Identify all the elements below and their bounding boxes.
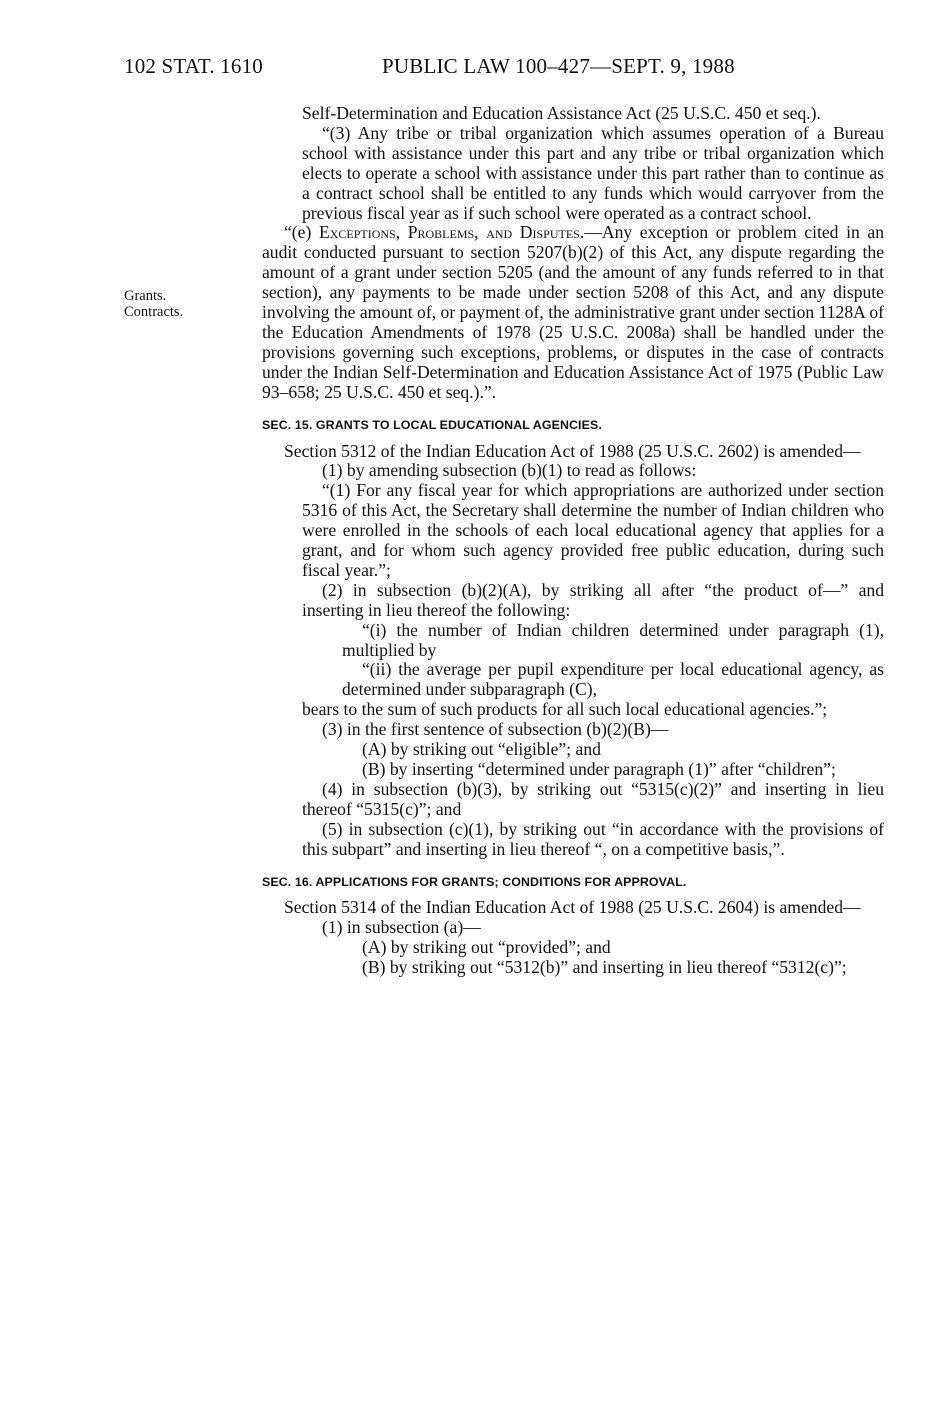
section-15-item-5: (5) in subsection (c)(1), by striking out “in accordance with the provisions of this subpart” and inserting in lieu thereof “, on a competitive basis,”. bbox=[302, 818, 884, 859]
section-15-item-3-B: (B) by inserting “determined under paragraph (1)” after “children”; bbox=[362, 759, 836, 779]
margin-notes bbox=[124, 288, 183, 320]
section-15-item-1-quote: “(1) For any fiscal year for which appropriations are authorized under section 5316 of this Act, the Secretary shall determine the number of Indian children who were enrolled in the schools of each local educational agency that applies for a grant, and for whom such agency provided free public education, during such fiscal year.”; bbox=[302, 480, 884, 580]
section-15-item-1: (1) by amending subsection (b)(1) to read as follows: bbox=[322, 460, 697, 481]
section-16-item-1: (1) in subsection (a)— bbox=[322, 917, 481, 938]
section-15-item-2-tail: bears to the sum of such products for all such local educational agencies.”; bbox=[302, 699, 828, 720]
section-15-heading: SEC. 15. GRANTS TO LOCAL EDUCATIONAL AGENCIES. bbox=[262, 417, 602, 432]
section-15-item-3: (3) in the first sentence of subsection (b)(2)(B)— bbox=[322, 719, 669, 740]
paragraph-3: “(3) Any tribe or tribal organization which assumes operation of a Bureau school with assistance under this part and any tribe or tribal organization which elects to operate a school with assistance under this part rather than to continue as a contract school shall be entitled to any funds which would carryover from the previous fiscal year as if such school were operated as a contract school. bbox=[302, 122, 884, 223]
public-law-title: PUBLIC LAW 100–427—SEPT. 9, 1988 bbox=[382, 54, 735, 78]
section-16-item-1-A: (A) by striking out “provided”; and bbox=[362, 937, 611, 958]
section-15-item-2-ii: “(ii) the average per pupil expenditure per local educational agency, as determined under subparagraph (C), bbox=[342, 659, 884, 700]
section-15-intro: Section 5312 of the Indian Education Act of 1988 (25 U.S.C. 2602) is amended— bbox=[284, 440, 861, 461]
section-16-item-1-B: (B) by striking out “5312(b)” and inserting in lieu thereof “5312(c)”; bbox=[362, 957, 847, 978]
section-16-heading: SEC. 16. APPLICATIONS FOR GRANTS; CONDITIONS FOR APPROVAL. bbox=[262, 874, 687, 889]
section-15-item-4: (4) in subsection (b)(3), by striking out “5315(c)(2)” and inserting in lieu thereof “5315(c)”; and bbox=[302, 778, 884, 819]
margin-note-contracts: Contracts. bbox=[124, 304, 184, 320]
subsection-e-heading: Exceptions, Problems, and Disputes. bbox=[318, 222, 585, 243]
section-15-item-3-A: (A) by striking out “eligible”; and bbox=[362, 739, 601, 760]
subsection-e-lead: “(e) bbox=[284, 222, 319, 243]
section-15-item-2: (2) in subsection (b)(2)(A), by striking all after “the product of—” and inserting in lieu thereof the following: bbox=[302, 579, 884, 620]
document-body bbox=[262, 104, 884, 978]
page-header bbox=[124, 54, 884, 84]
subsection-e bbox=[262, 223, 884, 402]
continued-paragraph: Self-Determination and Education Assistance Act (25 U.S.C. 450 et seq.). bbox=[302, 103, 821, 123]
margin-note-grants: Grants. bbox=[124, 288, 167, 304]
section-15-item-2-i: “(i) the number of Indian children determined under paragraph (1), multiplied by bbox=[342, 619, 884, 660]
section-16-intro: Section 5314 of the Indian Education Act of 1988 (25 U.S.C. 2604) is amended— bbox=[284, 897, 861, 918]
stat-page-number: 102 STAT. 1610 bbox=[124, 54, 263, 78]
subsection-e-text: —Any exception or problem cited in an audit conducted pursuant to section 5207(b)(2) of this Act, any dispute regarding the amount of a grant under section 5205 (and the amount of any funds referred to in that section), any payments to be made under section 5208 of this Act, and any dispute involving the amount of, or payment of, the administrative grant under section 1128A of the Education Amendments of 1978 (25 U.S.C. 2008a) shall be handled under the provisions governing such exceptions, problems, or disputes in the case of contracts under the Indian Self-Determination and Education Assistance Act of 1975 (Public Law 93–658; 25 U.S.C. 450 et seq.).”. bbox=[262, 222, 885, 402]
